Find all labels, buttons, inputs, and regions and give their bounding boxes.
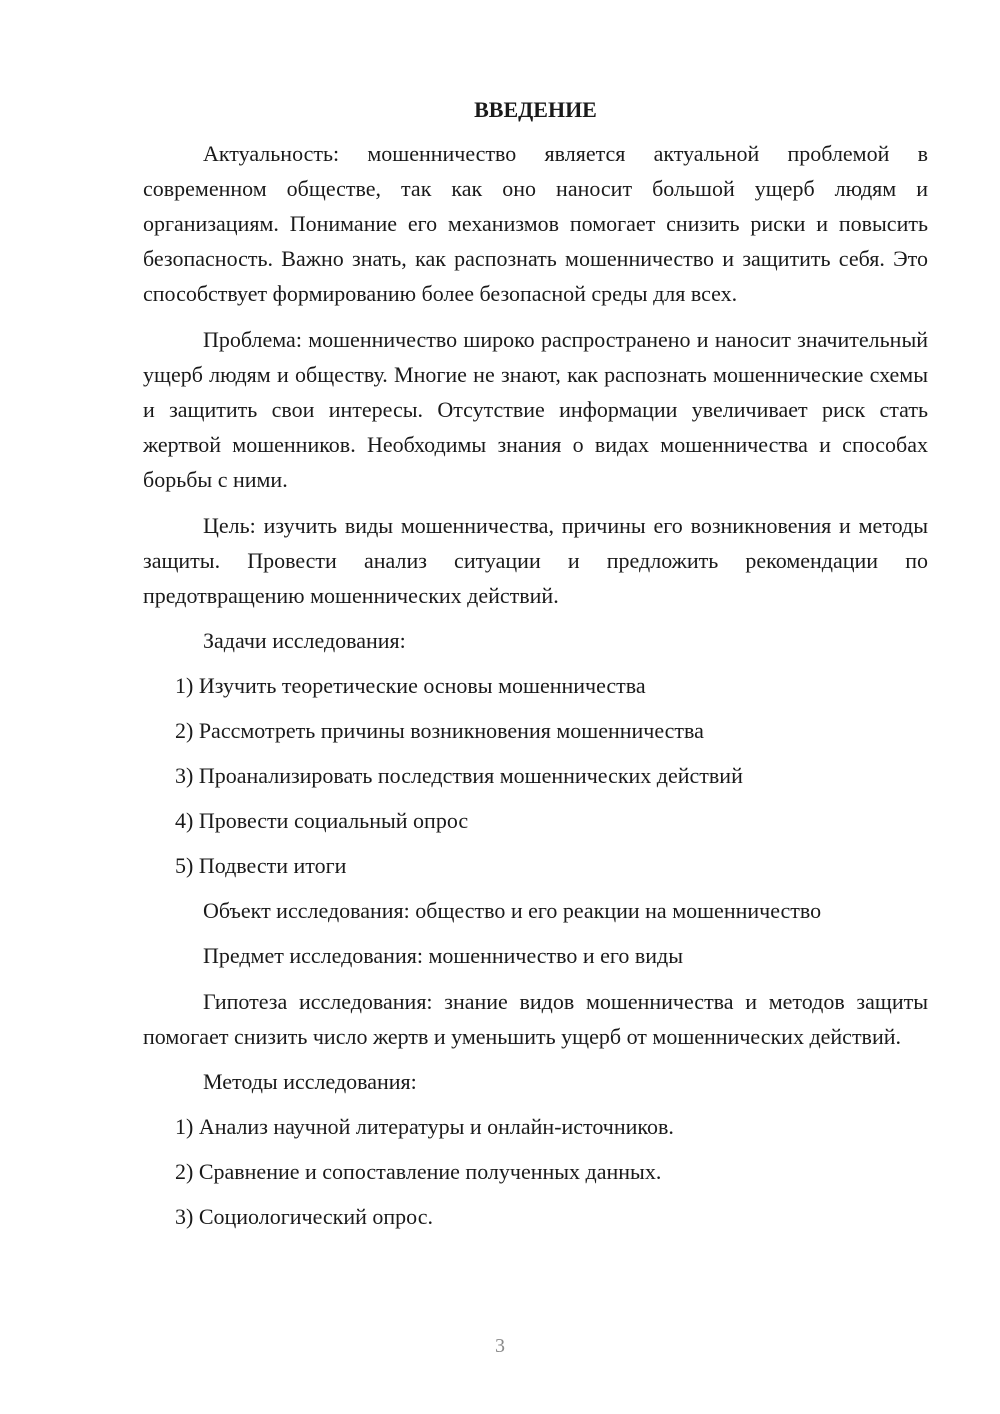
paragraph-problem: Проблема: мошенничество широко распространено и наносит значительный ущерб людям и обществу. Многие не знают, как распознать мошеннические схемы и защитить свои интересы. Отсутствие информации увеличивает риск стать жертвой мошенников. Необходимы знания о видах мошенничества и способах борьбы с ними. (143, 327, 928, 492)
research-subject: Предмет исследования: мошенничество и его виды (203, 943, 684, 968)
paragraph-relevance: Актуальность: мошенничество является актуальной проблемой в современном обществе, так как оно наносит большой ущерб людям и организациям. Понимание его механизмов помогает снизить риски и повысить безопасность. Важно знать, как распознать мошенничество и защитить себя. Это способствует формированию более безопасной среды для всех. (143, 141, 928, 306)
methods-heading: Методы исследования: (203, 1069, 417, 1094)
paragraph-goal: Цель: изучить виды мошенничества, причины его возникновения и методы защиты. Провести анализ ситуации и предложить рекомендации по предотвращению мошеннических действий. (143, 513, 928, 608)
page-number: 3 (495, 1335, 505, 1357)
document-title: ВВЕДЕНИЕ (474, 97, 597, 122)
list-item: 1) Анализ научной литературы и онлайн-источников. (175, 1114, 674, 1139)
document-page (143, 96, 928, 1245)
list-item: 4) Провести социальный опрос (175, 808, 469, 833)
list-item: 5) Подвести итоги (175, 853, 347, 878)
research-object: Объект исследования: общество и его реакции на мошенничество (203, 898, 822, 923)
list-item: 1) Изучить теоретические основы мошенничества (175, 673, 646, 698)
tasks-heading: Задачи исследования: (203, 628, 406, 653)
list-item: 2) Сравнение и сопоставление полученных данных. (175, 1159, 662, 1184)
list-item: 3) Проанализировать последствия мошеннических действий (175, 763, 743, 788)
paragraph-hypothesis: Гипотеза исследования: знание видов мошенничества и методов защиты помогает снизить число жертв и уменьшить ущерб от мошеннических действий. (143, 989, 928, 1049)
list-item: 3) Социологический опрос. (175, 1204, 433, 1229)
list-item: 2) Рассмотреть причины возникновения мошенничества (175, 718, 704, 743)
